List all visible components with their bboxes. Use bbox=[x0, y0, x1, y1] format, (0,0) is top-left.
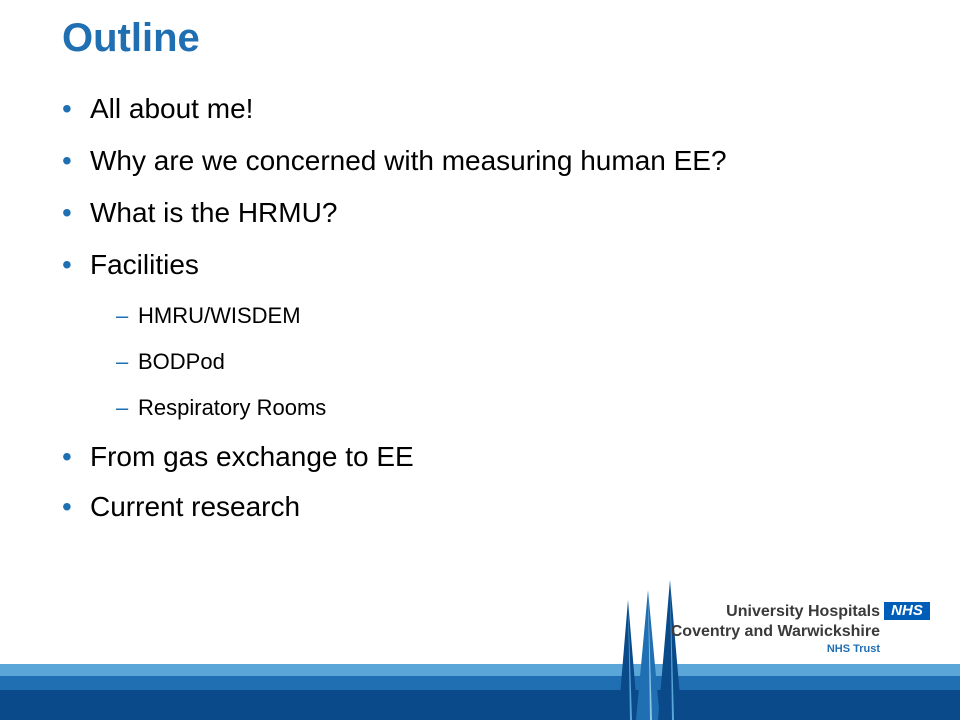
outline-item bbox=[62, 92, 253, 126]
bullet-icon: • bbox=[62, 145, 72, 176]
outline-subitem-text: HMRU/WISDEM bbox=[138, 303, 301, 328]
bullet-icon: • bbox=[62, 249, 72, 280]
dash-icon: – bbox=[116, 395, 129, 420]
dash-icon: – bbox=[116, 303, 129, 328]
outline-subitem-text: BODPod bbox=[138, 349, 225, 374]
bullet-icon: • bbox=[62, 491, 72, 522]
outline-subitem bbox=[116, 348, 225, 376]
footer-band-dark bbox=[0, 690, 960, 720]
org-name-line2: Coventry and Warwickshire bbox=[670, 623, 880, 640]
outline-item-text: What is the HRMU? bbox=[90, 197, 338, 228]
org-name-line3: NHS Trust bbox=[826, 643, 880, 655]
outline-item-text: All about me! bbox=[90, 93, 254, 124]
outline-subitem bbox=[116, 302, 301, 330]
footer-band-light bbox=[0, 664, 960, 676]
nhs-logo-badge: NHS bbox=[884, 602, 930, 620]
outline-subitem-text: Respiratory Rooms bbox=[138, 395, 327, 420]
outline-item-text: Facilities bbox=[90, 249, 199, 280]
outline-item bbox=[62, 248, 199, 282]
outline-item bbox=[62, 196, 337, 230]
bullet-icon: • bbox=[62, 93, 72, 124]
outline-item bbox=[62, 440, 414, 474]
footer-band-mid bbox=[0, 676, 960, 690]
dash-icon: – bbox=[116, 349, 129, 374]
outline-item bbox=[62, 490, 300, 524]
cathedral-spires-icon bbox=[608, 580, 698, 720]
bullet-icon: • bbox=[62, 197, 72, 228]
org-name-line1: University Hospitals bbox=[726, 603, 880, 620]
bullet-icon: • bbox=[62, 441, 72, 472]
outline-item-text: From gas exchange to EE bbox=[90, 441, 414, 472]
org-logo bbox=[670, 600, 930, 660]
outline-item-text: Why are we concerned with measuring human EE? bbox=[90, 145, 727, 176]
outline-item bbox=[62, 144, 727, 178]
slide-title: Outline bbox=[62, 16, 200, 60]
outline-item-text: Current research bbox=[90, 491, 301, 522]
outline-subitem bbox=[116, 394, 326, 422]
